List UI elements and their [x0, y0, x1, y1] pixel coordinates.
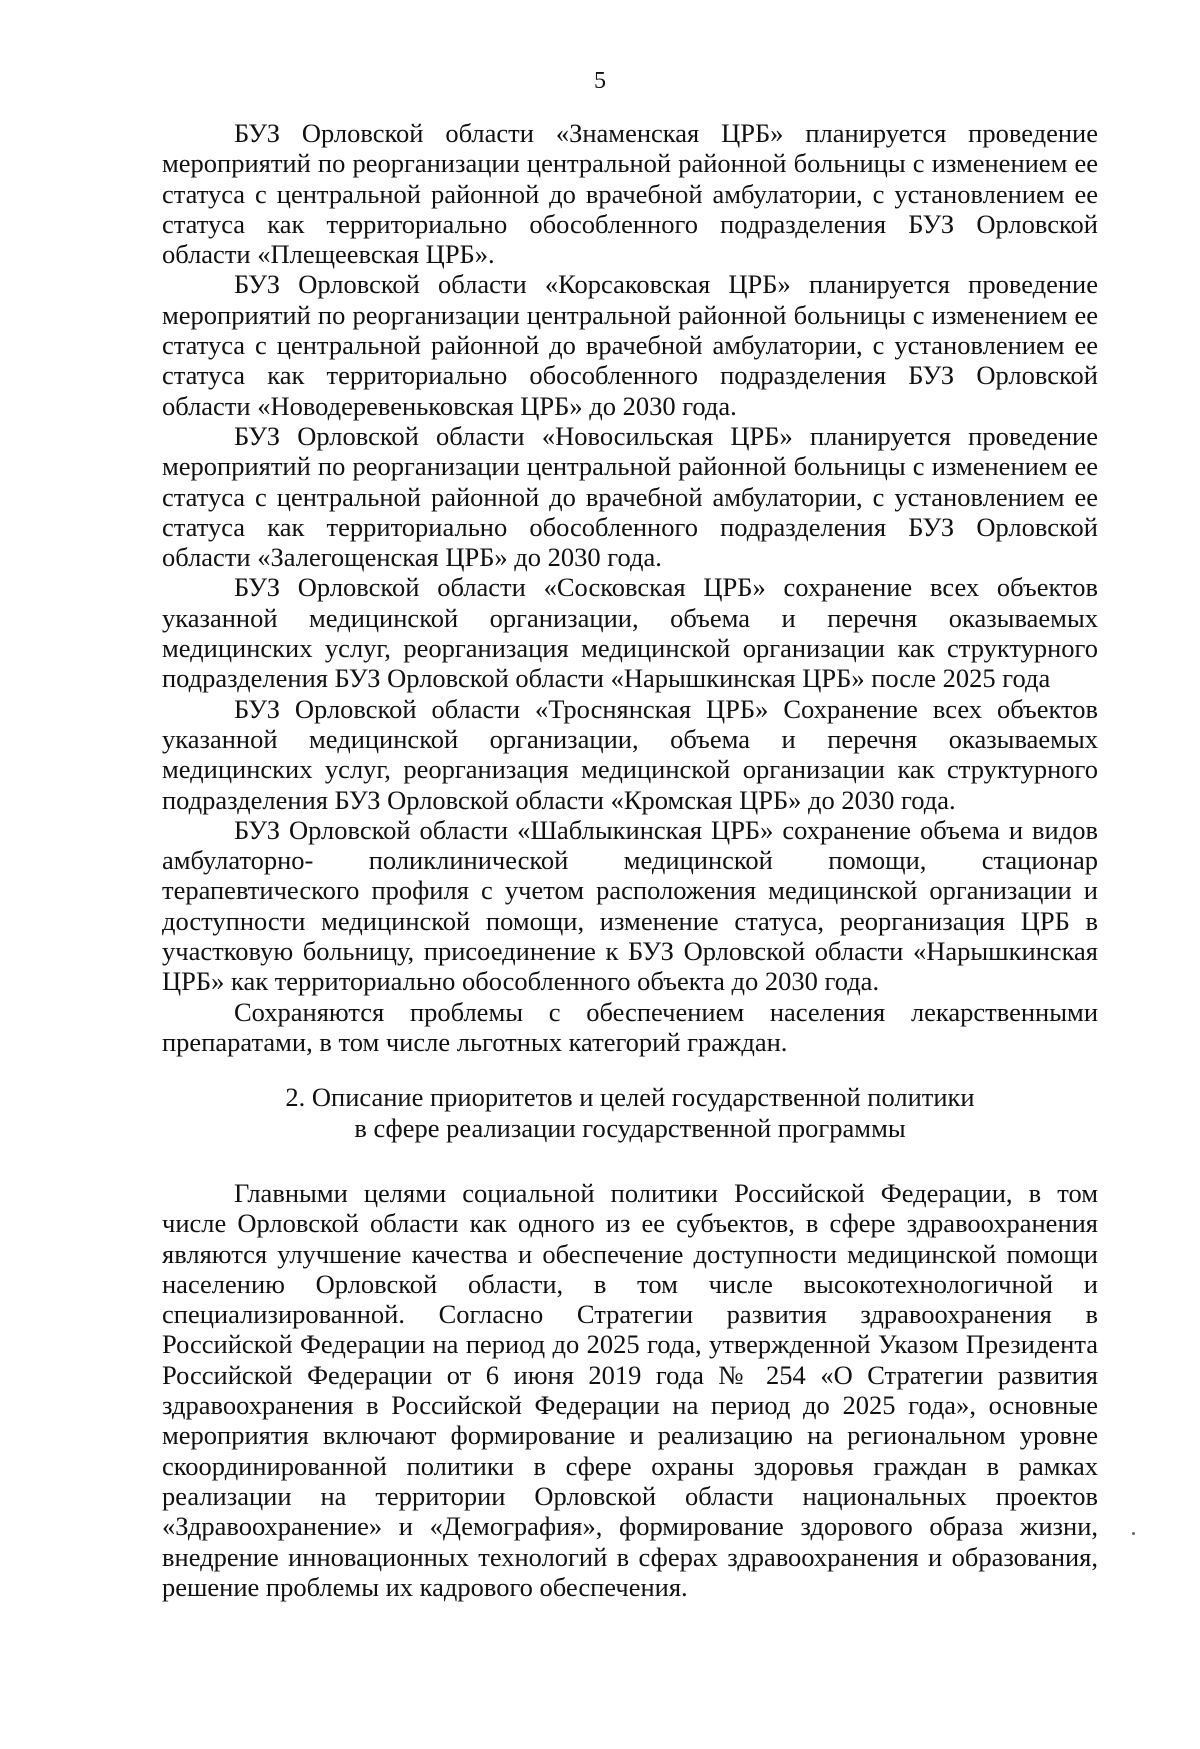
- scan-speck: [1132, 1532, 1135, 1535]
- paragraph-shablykinskaya: БУЗ Орловской области «Шаблыкинская ЦРБ» сохранение объема и видов амбулаторно- поликлинической медицинской помощи, стационар терапевтического профиля с учетом расположения медицинской организации и доступности медицинской помощи, изменение статуса, реорганизация ЦРБ в участковую больницу, присоединение к БУЗ Орловской области «Нарышкинская ЦРБ» как территориально обособленного объекта до 2030 года.: [162, 814, 1098, 997]
- body-text-bottom: [162, 1178, 1098, 1602]
- paragraph-znamenskaya: БУЗ Орловской области «Знаменская ЦРБ» планируется проведение мероприятий по реорганизации центральной районной больницы с изменением ее статуса с центральной районной до врачебной амбулатории, с установлением ее статуса как территориально обособленного подразделения БУЗ Орловской области «Плещеевская ЦРБ».: [162, 118, 1098, 270]
- paragraph-novosilskaya: БУЗ Орловской области «Новосильская ЦРБ» планируется проведение мероприятий по реорганизации центральной районной больницы с изменением ее статуса с центральной районной до врачебной амбулатории, с установлением ее статуса как территориально обособленного подразделения БУЗ Орловской области «Залегощенская ЦРБ» до 2030 года.: [162, 420, 1098, 573]
- paragraph-medicine-supply: Сохраняются проблемы с обеспечением населения лекарственными препаратами, в том числе льготных категорий граждан.: [162, 996, 1098, 1057]
- paragraph-policy-goals: Главными целями социальной политики Российской Федерации, в том числе Орловской области как одного из ее субъектов, в сфере здравоохранения являются улучшение качества и обеспечение доступности медицинской помощи населению Орловской области, в том числе высокотехнологичной и специализированной. Согласно Стратегии развития здравоохранения в Российской Федерации на период до 2025 года, утвержденной Указом Президента Российской Федерации от 6 июня 2019 года № 254 «О Стратегии развития здравоохранения в Российской Федерации на период до 2025 года», основные мероприятия включают формирование и реализацию на региональном уровне скоординированной политики в сфере охраны здоровья граждан в рамках реализации на территории Орловской области национальных проектов «Здравоохранение» и «Демография», формирование здорового образа жизни, внедрение инновационных технологий в сферах здравоохранения и образования, решение проблемы их кадрового обеспечения.: [162, 1178, 1098, 1602]
- paragraph-soskovskaya: БУЗ Орловской области «Сосковская ЦРБ» сохранение всех объектов указанной медицинской организации, объема и перечня оказываемых медицинских услуг, реорганизация медицинской организации как структурного подразделения БУЗ Орловской области «Нарышкинская ЦРБ» после 2025 года: [162, 572, 1098, 694]
- paragraph-trosnyanskaya: БУЗ Орловской области «Троснянская ЦРБ» Сохранение всех объектов указанной медицинской организации, объема и перечня оказываемых медицинских услуг, реорганизация медицинской организации как структурного подразделения БУЗ Орловской области «Кромская ЦРБ» до 2030 года.: [162, 693, 1098, 815]
- paragraph-korsakovskaya: БУЗ Орловской области «Корсаковская ЦРБ» планируется проведение мероприятий по реорганизации центральной районной больницы с изменением ее статуса с центральной районной до врачебной амбулатории, с установлением ее статуса как территориально обособленного подразделения БУЗ Орловской области «Новодеревеньковская ЦРБ» до 2030 года.: [162, 269, 1098, 421]
- page-number: 5: [594, 68, 606, 94]
- section-heading: [162, 1082, 1098, 1144]
- body-text-top: [162, 118, 1098, 1057]
- section-heading-line-1: 2. Описание приоритетов и целей государственной политики: [285, 1082, 975, 1112]
- section-heading-line-2: в сфере реализации государственной программы: [354, 1113, 906, 1143]
